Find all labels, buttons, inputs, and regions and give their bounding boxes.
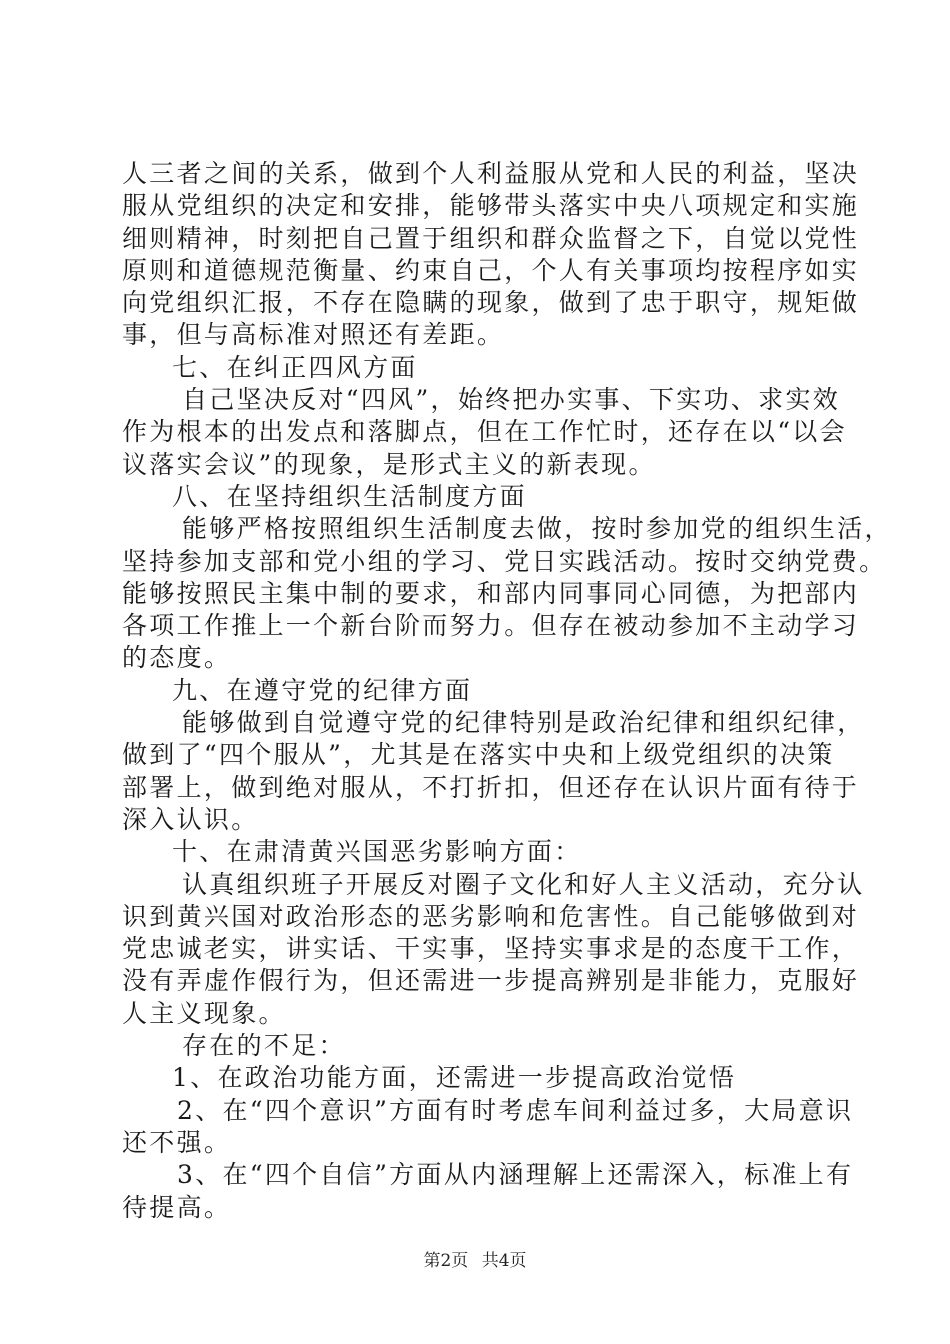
text-line: 部署上，做到绝对服从，不打折扣，但还存在认识片面有待于 — [122, 772, 860, 802]
text-line: 议落实会议”的现象，是形式主义的新表现。 — [122, 449, 656, 479]
text-line: 十、在肃清黄兴国恶劣影响方面： — [172, 837, 582, 867]
text-line: 九、在遵守党的纪律方面 — [172, 675, 473, 705]
text-line: 做到了“四个服从”，尤其是在落实中央和上级党组织的决策 — [122, 740, 835, 770]
text-line: 深入认识。 — [122, 804, 259, 834]
text-line: 的态度。 — [122, 643, 232, 673]
text-line: 认真组织班子开展反对圈子文化和好人主义活动，充分认 — [182, 869, 865, 899]
text-line: 识到黄兴国对政治形态的恶劣影响和危害性。自己能够做到对 — [122, 901, 860, 931]
page-footer — [0, 1246, 950, 1271]
text-line: 人主义现象。 — [122, 998, 286, 1028]
text-line: 存在的不足： — [182, 1031, 346, 1061]
text-line: 1、在政治功能方面，还需进一步提高政治觉悟 — [172, 1063, 737, 1093]
text-line: 党忠诚老实，讲实话、干实事，坚持实事求是的态度干工作， — [122, 934, 860, 964]
text-line: 原则和道德规范衡量、约束自己，个人有关事项均按程序如实 — [122, 255, 860, 285]
page-total: 共4页 — [481, 1251, 527, 1271]
text-line: 服从党组织的决定和安排，能够带头落实中央八项规定和实施 — [122, 191, 860, 221]
page-number: 第2页 — [423, 1251, 469, 1271]
text-line: 七、在纠正四风方面 — [172, 352, 418, 382]
text-line: 能够按照民主集中制的要求，和部内同事同心同德，为把部内 — [122, 578, 860, 608]
text-line: 3、在“四个自信”方面从内涵理解上还需深入，标准上有 — [177, 1160, 854, 1190]
text-line: 人三者之间的关系，做到个人利益服从党和人民的利益，坚决 — [122, 159, 860, 188]
text-line: 待提高。 — [122, 1192, 232, 1222]
text-line: 向党组织汇报，不存在隐瞒的现象，做到了忠于职守，规矩做 — [122, 288, 860, 318]
text-line: 各项工作推上一个新台阶而努力。但存在被动参加不主动学习 — [122, 611, 860, 641]
document-body — [122, 158, 892, 1224]
text-line: 八、在坚持组织生活制度方面 — [172, 481, 527, 511]
text-line: 坚持参加支部和党小组的学习、党日实践活动。按时交纳党费。 — [122, 546, 887, 576]
text-line: 作为根本的出发点和落脚点，但在工作忙时，还存在以“以会 — [122, 417, 847, 447]
text-line: 能够做到自觉遵守党的纪律特别是政治纪律和组织纪律， — [182, 708, 865, 738]
text-line: 还不强。 — [122, 1127, 232, 1157]
text-line: 自己坚决反对“四风”，始终把办实事、下实功、求实效 — [182, 385, 841, 415]
text-line: 2、在“四个意识”方面有时考虑车间利益过多，大局意识 — [177, 1095, 854, 1125]
text-line: 细则精神，时刻把自己置于组织和群众监督之下，自觉以党性 — [122, 223, 860, 253]
text-line: 能够严格按照组织生活制度去做，按时参加党的组织生活， — [182, 514, 892, 544]
text-line: 没有弄虚作假行为，但还需进一步提高辨别是非能力，克服好 — [122, 966, 860, 996]
text-line: 事，但与高标准对照还有差距。 — [122, 320, 505, 350]
